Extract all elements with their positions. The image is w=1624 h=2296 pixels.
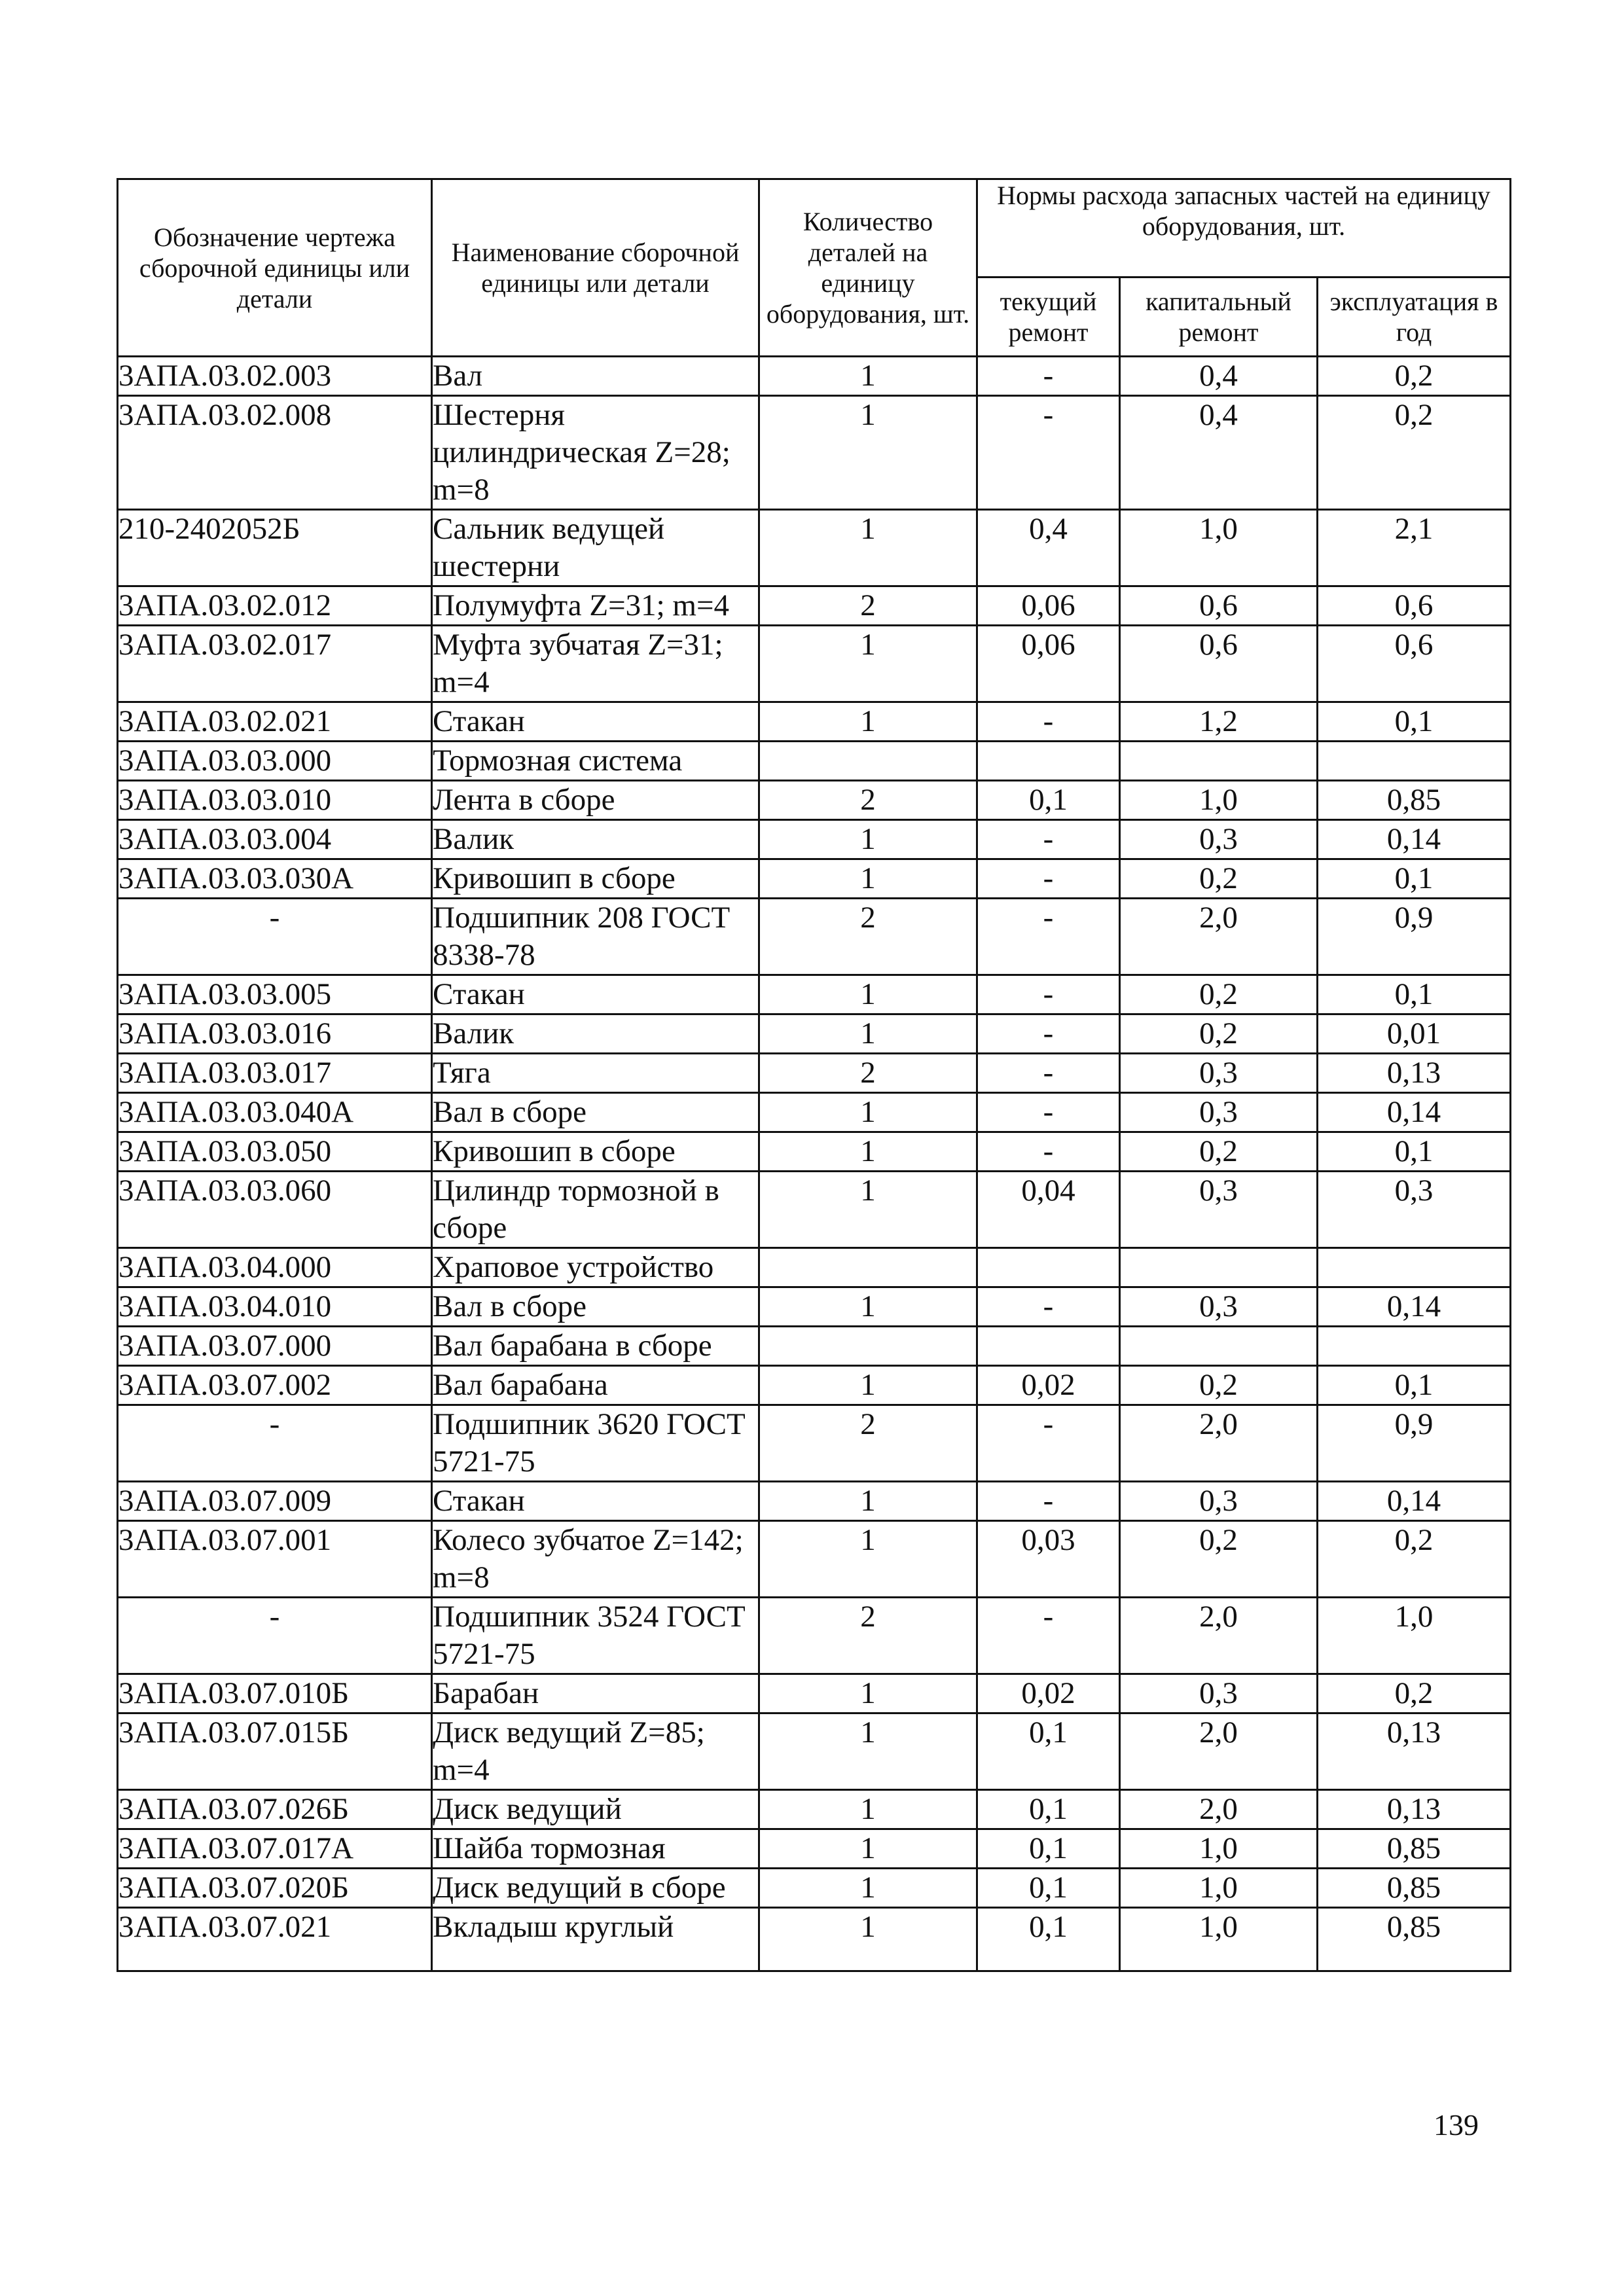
table-row <box>118 899 1511 975</box>
table-row <box>118 1908 1511 1971</box>
cell-quantity: 1 <box>759 357 977 396</box>
table-body <box>118 357 1511 1971</box>
cell-current-repair <box>977 1248 1120 1287</box>
cell-name: Цилиндр тормозной в сборе <box>432 1172 759 1248</box>
table-row <box>118 510 1511 586</box>
cell-code: 3АПА.03.03.040А <box>118 1093 432 1132</box>
cell-exploitation: 0,1 <box>1318 1366 1511 1405</box>
cell-name: Вал <box>432 357 759 396</box>
table-row <box>118 1829 1511 1869</box>
cell-exploitation: 0,2 <box>1318 357 1511 396</box>
cell-name: Валик <box>432 1014 759 1054</box>
cell-exploitation: 0,1 <box>1318 859 1511 899</box>
cell-current-repair: - <box>977 899 1120 975</box>
cell-capital-repair: 1,0 <box>1120 781 1318 820</box>
cell-current-repair: - <box>977 1405 1120 1482</box>
cell-name: Вкладыш круглый <box>432 1908 759 1971</box>
cell-code: 3АПА.03.02.017 <box>118 626 432 702</box>
cell-name: Подшипник 208 ГОСТ 8338-78 <box>432 899 759 975</box>
cell-name: Кривошип в сборе <box>432 1132 759 1172</box>
cell-current-repair: - <box>977 1132 1120 1172</box>
table-row <box>118 1521 1511 1598</box>
cell-name: Вал барабана в сборе <box>432 1327 759 1366</box>
cell-code: 3АПА.03.02.012 <box>118 586 432 626</box>
cell-current-repair: 0,1 <box>977 781 1120 820</box>
cell-current-repair: 0,1 <box>977 1869 1120 1908</box>
table-header <box>118 179 1511 357</box>
cell-exploitation: 1,0 <box>1318 1598 1511 1674</box>
cell-exploitation: 0,6 <box>1318 586 1511 626</box>
cell-quantity: 1 <box>759 1790 977 1829</box>
cell-quantity: 1 <box>759 396 977 510</box>
cell-code: 3АПА.03.03.010 <box>118 781 432 820</box>
cell-code: 3АПА.03.03.017 <box>118 1054 432 1093</box>
cell-name: Храповое устройство <box>432 1248 759 1287</box>
cell-code: 3АПА.03.07.026Б <box>118 1790 432 1829</box>
cell-code: 3АПА.03.07.017А <box>118 1829 432 1869</box>
table-row <box>118 1482 1511 1521</box>
cell-code: 3АПА.03.07.015Б <box>118 1713 432 1790</box>
cell-capital-repair: 1,0 <box>1120 1869 1318 1908</box>
cell-capital-repair <box>1120 1327 1318 1366</box>
table-row <box>118 586 1511 626</box>
cell-quantity: 1 <box>759 820 977 859</box>
cell-quantity: 1 <box>759 1093 977 1132</box>
cell-current-repair: 0,02 <box>977 1366 1120 1405</box>
cell-current-repair: 0,1 <box>977 1908 1120 1971</box>
cell-code: 3АПА.03.03.016 <box>118 1014 432 1054</box>
spare-parts-table <box>117 178 1511 1972</box>
cell-code: 3АПА.03.03.050 <box>118 1132 432 1172</box>
cell-exploitation: 0,13 <box>1318 1054 1511 1093</box>
cell-capital-repair: 0,3 <box>1120 1093 1318 1132</box>
header-qty: Количество деталей на единицу оборудования, шт. <box>759 179 977 357</box>
table-row <box>118 1132 1511 1172</box>
table-row <box>118 1014 1511 1054</box>
cell-capital-repair: 2,0 <box>1120 1790 1318 1829</box>
cell-name: Тяга <box>432 1054 759 1093</box>
cell-exploitation: 0,3 <box>1318 1172 1511 1248</box>
cell-capital-repair: 1,0 <box>1120 510 1318 586</box>
cell-exploitation: 0,01 <box>1318 1014 1511 1054</box>
cell-code: 3АПА.03.03.060 <box>118 1172 432 1248</box>
cell-exploitation: 0,1 <box>1318 702 1511 742</box>
cell-capital-repair: 0,3 <box>1120 820 1318 859</box>
cell-quantity: 1 <box>759 1014 977 1054</box>
cell-name: Полумуфта Z=31; m=4 <box>432 586 759 626</box>
cell-exploitation: 0,13 <box>1318 1713 1511 1790</box>
cell-capital-repair: 0,3 <box>1120 1674 1318 1713</box>
header-capital-repair: капитальный ремонт <box>1120 278 1318 357</box>
cell-current-repair: 0,1 <box>977 1829 1120 1869</box>
cell-code: 3АПА.03.07.000 <box>118 1327 432 1366</box>
cell-code: - <box>118 899 432 975</box>
cell-quantity: 1 <box>759 1366 977 1405</box>
cell-current-repair: 0,1 <box>977 1713 1120 1790</box>
cell-code: 3АПА.03.02.021 <box>118 702 432 742</box>
cell-code: - <box>118 1405 432 1482</box>
table-row <box>118 1598 1511 1674</box>
cell-quantity: 2 <box>759 1054 977 1093</box>
cell-quantity: 1 <box>759 1482 977 1521</box>
cell-capital-repair: 2,0 <box>1120 1713 1318 1790</box>
table-row <box>118 626 1511 702</box>
cell-current-repair: - <box>977 1054 1120 1093</box>
cell-exploitation: 0,85 <box>1318 1829 1511 1869</box>
cell-code: 3АПА.03.03.030А <box>118 859 432 899</box>
cell-current-repair: - <box>977 1287 1120 1327</box>
table-row <box>118 1674 1511 1713</box>
header-code: Обозначение чертежа сборочной единицы или детали <box>118 179 432 357</box>
cell-name: Диск ведущий в сборе <box>432 1869 759 1908</box>
cell-code: 3АПА.03.03.000 <box>118 742 432 781</box>
header-exploitation: эксплуатация в год <box>1318 278 1511 357</box>
cell-code: 3АПА.03.07.020Б <box>118 1869 432 1908</box>
cell-exploitation: 0,14 <box>1318 1093 1511 1132</box>
cell-capital-repair: 2,0 <box>1120 899 1318 975</box>
cell-capital-repair: 2,0 <box>1120 1405 1318 1482</box>
cell-exploitation: 0,6 <box>1318 626 1511 702</box>
cell-capital-repair: 0,2 <box>1120 1366 1318 1405</box>
cell-current-repair: 0,06 <box>977 626 1120 702</box>
cell-current-repair: - <box>977 1093 1120 1132</box>
cell-capital-repair: 0,3 <box>1120 1482 1318 1521</box>
cell-name: Подшипник 3620 ГОСТ 5721-75 <box>432 1405 759 1482</box>
cell-quantity: 2 <box>759 1405 977 1482</box>
cell-name: Стакан <box>432 1482 759 1521</box>
cell-capital-repair: 0,4 <box>1120 396 1318 510</box>
cell-capital-repair: 0,2 <box>1120 1014 1318 1054</box>
cell-capital-repair: 0,2 <box>1120 1132 1318 1172</box>
cell-quantity: 1 <box>759 1287 977 1327</box>
cell-capital-repair: 1,2 <box>1120 702 1318 742</box>
cell-exploitation: 0,85 <box>1318 781 1511 820</box>
cell-current-repair: 0,1 <box>977 1790 1120 1829</box>
cell-quantity <box>759 742 977 781</box>
cell-exploitation: 0,14 <box>1318 1287 1511 1327</box>
cell-capital-repair: 0,3 <box>1120 1172 1318 1248</box>
cell-capital-repair: 0,2 <box>1120 859 1318 899</box>
cell-name: Шестерня цилиндрическая Z=28; m=8 <box>432 396 759 510</box>
cell-code: 3АПА.03.03.005 <box>118 975 432 1014</box>
cell-capital-repair <box>1120 742 1318 781</box>
cell-name: Вал в сборе <box>432 1287 759 1327</box>
cell-exploitation: 0,2 <box>1318 396 1511 510</box>
cell-current-repair <box>977 742 1120 781</box>
cell-name: Валик <box>432 820 759 859</box>
cell-quantity: 2 <box>759 781 977 820</box>
cell-quantity: 1 <box>759 510 977 586</box>
cell-current-repair: - <box>977 1014 1120 1054</box>
cell-quantity: 1 <box>759 1172 977 1248</box>
cell-current-repair: 0,03 <box>977 1521 1120 1598</box>
cell-exploitation: 0,14 <box>1318 1482 1511 1521</box>
cell-capital-repair: 1,0 <box>1120 1829 1318 1869</box>
cell-name: Диск ведущий Z=85; m=4 <box>432 1713 759 1790</box>
cell-capital-repair <box>1120 1248 1318 1287</box>
cell-name: Шайба тормозная <box>432 1829 759 1869</box>
cell-quantity: 1 <box>759 1521 977 1598</box>
cell-exploitation: 0,1 <box>1318 1132 1511 1172</box>
cell-name: Стакан <box>432 702 759 742</box>
cell-exploitation: 0,2 <box>1318 1674 1511 1713</box>
cell-name: Диск ведущий <box>432 1790 759 1829</box>
cell-quantity: 1 <box>759 975 977 1014</box>
cell-code: 3АПА.03.07.001 <box>118 1521 432 1598</box>
cell-exploitation <box>1318 742 1511 781</box>
cell-code: 3АПА.03.03.004 <box>118 820 432 859</box>
table-row <box>118 1172 1511 1248</box>
cell-name: Вал барабана <box>432 1366 759 1405</box>
cell-current-repair: - <box>977 975 1120 1014</box>
cell-capital-repair: 0,3 <box>1120 1054 1318 1093</box>
table-row <box>118 1869 1511 1908</box>
cell-quantity: 2 <box>759 1598 977 1674</box>
cell-name: Кривошип в сборе <box>432 859 759 899</box>
cell-code: 210-2402052Б <box>118 510 432 586</box>
cell-quantity: 1 <box>759 859 977 899</box>
cell-capital-repair: 0,3 <box>1120 1287 1318 1327</box>
cell-code: 3АПА.03.02.003 <box>118 357 432 396</box>
cell-capital-repair: 0,6 <box>1120 586 1318 626</box>
cell-exploitation: 0,85 <box>1318 1869 1511 1908</box>
table-row <box>118 396 1511 510</box>
cell-quantity: 1 <box>759 1908 977 1971</box>
cell-current-repair <box>977 1327 1120 1366</box>
table-row <box>118 1248 1511 1287</box>
table-row <box>118 1093 1511 1132</box>
cell-quantity: 2 <box>759 899 977 975</box>
cell-name: Барабан <box>432 1674 759 1713</box>
cell-current-repair: - <box>977 820 1120 859</box>
cell-quantity: 1 <box>759 1674 977 1713</box>
cell-code: 3АПА.03.04.010 <box>118 1287 432 1327</box>
cell-quantity: 1 <box>759 702 977 742</box>
cell-capital-repair: 0,4 <box>1120 357 1318 396</box>
cell-code: 3АПА.03.07.010Б <box>118 1674 432 1713</box>
cell-code: 3АПА.03.07.002 <box>118 1366 432 1405</box>
cell-quantity <box>759 1248 977 1287</box>
cell-capital-repair: 0,6 <box>1120 626 1318 702</box>
cell-quantity <box>759 1327 977 1366</box>
cell-capital-repair: 1,0 <box>1120 1908 1318 1971</box>
table-row <box>118 1790 1511 1829</box>
cell-name: Лента в сборе <box>432 781 759 820</box>
table-row <box>118 1713 1511 1790</box>
cell-name: Вал в сборе <box>432 1093 759 1132</box>
table-row <box>118 1327 1511 1366</box>
table-row <box>118 781 1511 820</box>
cell-capital-repair: 2,0 <box>1120 1598 1318 1674</box>
cell-current-repair: 0,4 <box>977 510 1120 586</box>
cell-exploitation: 0,2 <box>1318 1521 1511 1598</box>
cell-exploitation: 2,1 <box>1318 510 1511 586</box>
cell-quantity: 1 <box>759 1829 977 1869</box>
table-row <box>118 1405 1511 1482</box>
cell-exploitation: 0,9 <box>1318 899 1511 975</box>
header-name: Наименование сборочной единицы или детали <box>432 179 759 357</box>
cell-exploitation <box>1318 1327 1511 1366</box>
cell-exploitation: 0,14 <box>1318 820 1511 859</box>
cell-current-repair: - <box>977 859 1120 899</box>
cell-quantity: 2 <box>759 586 977 626</box>
table-row <box>118 357 1511 396</box>
cell-current-repair: 0,02 <box>977 1674 1120 1713</box>
cell-current-repair: 0,04 <box>977 1172 1120 1248</box>
cell-exploitation: 0,85 <box>1318 1908 1511 1971</box>
cell-name: Колесо зубчатое Z=142; m=8 <box>432 1521 759 1598</box>
table-row <box>118 1054 1511 1093</box>
page-number: 139 <box>1434 2108 1479 2142</box>
cell-exploitation <box>1318 1248 1511 1287</box>
cell-current-repair: - <box>977 357 1120 396</box>
cell-quantity: 1 <box>759 1869 977 1908</box>
cell-code: 3АПА.03.04.000 <box>118 1248 432 1287</box>
cell-code: 3АПА.03.07.009 <box>118 1482 432 1521</box>
cell-quantity: 1 <box>759 1713 977 1790</box>
table-row <box>118 702 1511 742</box>
cell-code: 3АПА.03.02.008 <box>118 396 432 510</box>
cell-capital-repair: 0,2 <box>1120 1521 1318 1598</box>
cell-current-repair: 0,06 <box>977 586 1120 626</box>
header-current-repair: текущий ремонт <box>977 278 1120 357</box>
cell-code: 3АПА.03.07.021 <box>118 1908 432 1971</box>
cell-exploitation: 0,1 <box>1318 975 1511 1014</box>
cell-code: - <box>118 1598 432 1674</box>
table-row <box>118 1366 1511 1405</box>
cell-quantity: 1 <box>759 626 977 702</box>
cell-current-repair: - <box>977 1598 1120 1674</box>
table-row <box>118 1287 1511 1327</box>
table-row <box>118 820 1511 859</box>
cell-current-repair: - <box>977 1482 1120 1521</box>
cell-name: Сальник ведущей шестерни <box>432 510 759 586</box>
cell-exploitation: 0,13 <box>1318 1790 1511 1829</box>
cell-name: Подшипник 3524 ГОСТ 5721-75 <box>432 1598 759 1674</box>
cell-name: Тормозная система <box>432 742 759 781</box>
table-row <box>118 975 1511 1014</box>
cell-current-repair: - <box>977 396 1120 510</box>
table-row <box>118 859 1511 899</box>
cell-name: Стакан <box>432 975 759 1014</box>
table-row <box>118 742 1511 781</box>
cell-capital-repair: 0,2 <box>1120 975 1318 1014</box>
header-norms: Нормы расхода запасных частей на единицу оборудования, шт. <box>977 179 1511 278</box>
cell-quantity: 1 <box>759 1132 977 1172</box>
cell-name: Муфта зубчатая Z=31; m=4 <box>432 626 759 702</box>
cell-exploitation: 0,9 <box>1318 1405 1511 1482</box>
cell-current-repair: - <box>977 702 1120 742</box>
